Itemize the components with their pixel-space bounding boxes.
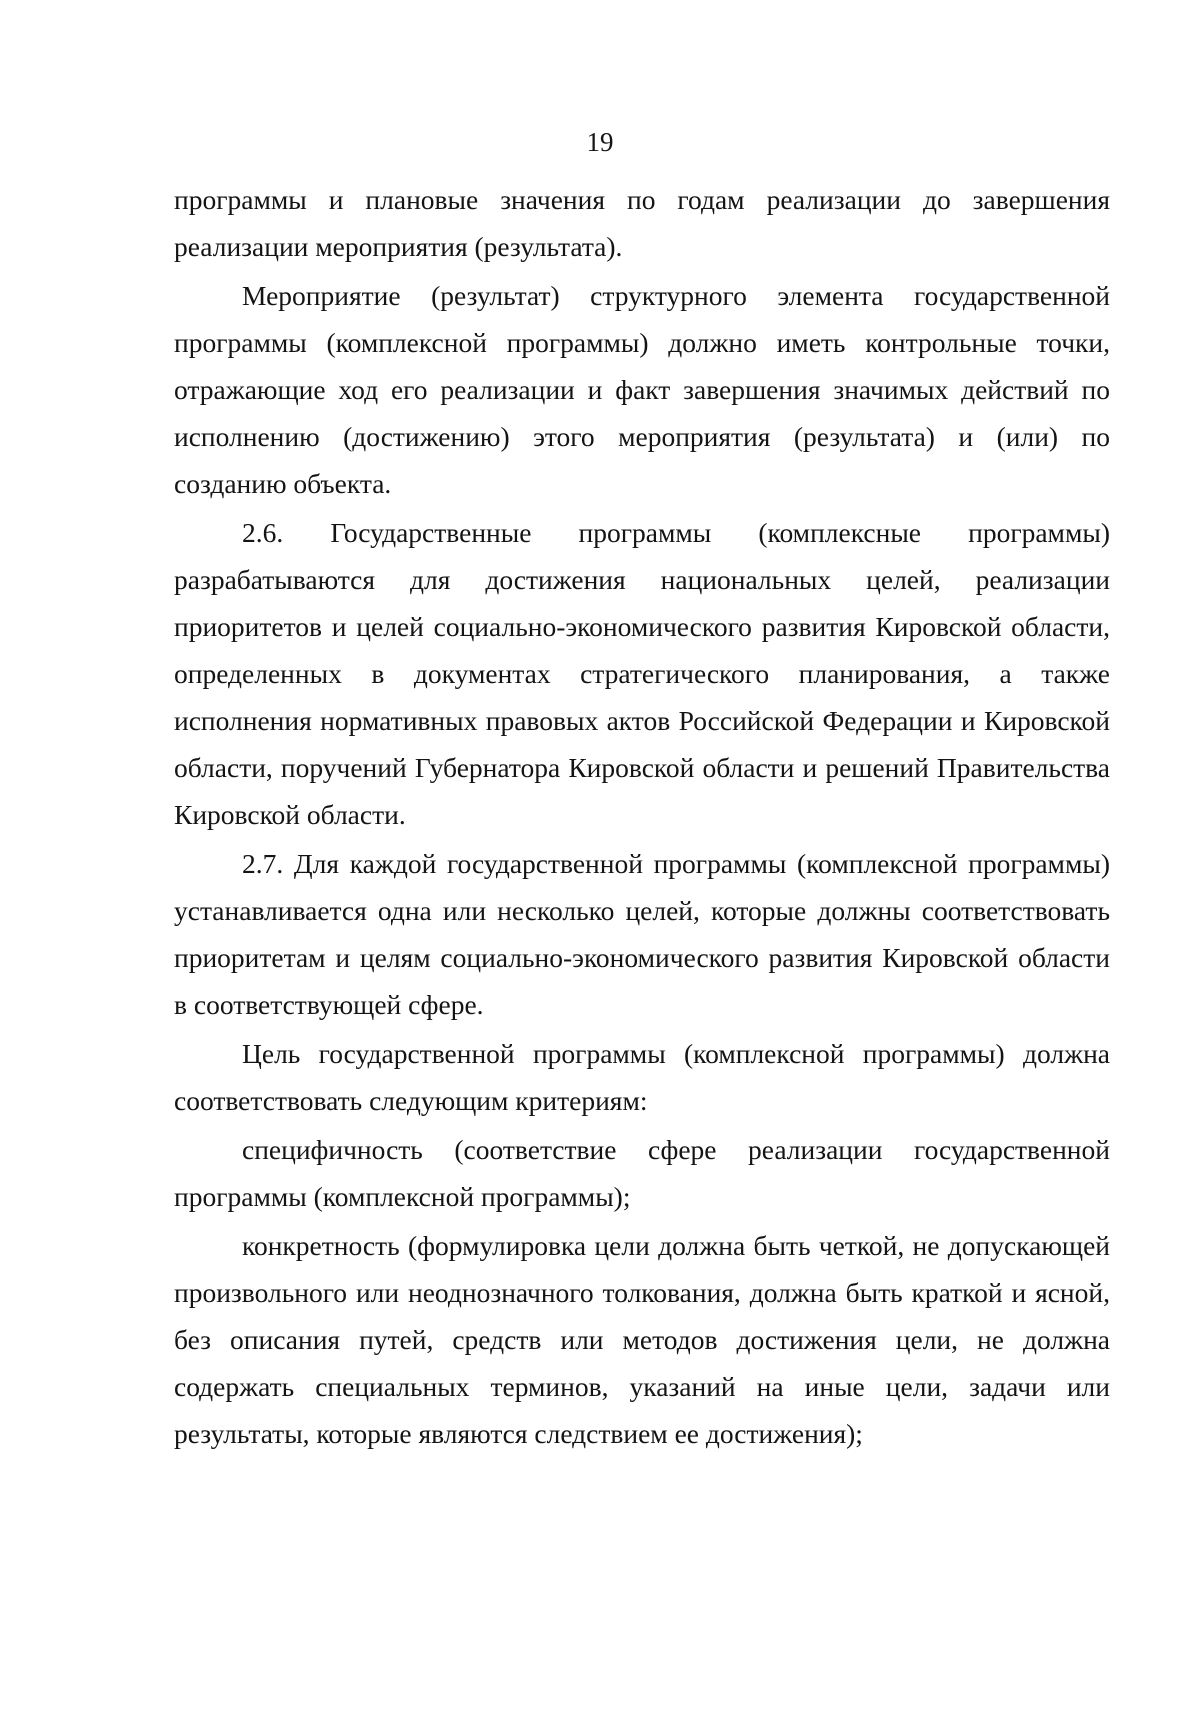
paragraph-continuation: программы и плановые значения по годам реализации до завершения реализации мероприятия (результата). [174,184,1110,262]
document-body [174,176,1110,1459]
paragraph-event-control-points: Мероприятие (результат) структурного элемента государственной программы (комплексной программы) должно иметь контрольные точки, отражающие ход его реализации и факт завершения значимых действий по исполнению (достижению) этого мероприятия (результата) и (или) по созданию объекта. [174,280,1110,499]
page-number: 19 [586,127,614,157]
paragraph-criterion-concreteness: конкретность (формулировка цели должна быть четкой, не допускающей произвольного или неоднозначного толкования, должна быть краткой и ясной, без описания путей, средств или методов достижения цели, не должна содержать специальных терминов, указаний на иные цели, задачи или результаты, которые являются следствием ее достижения); [174,1230,1110,1449]
paragraph-2-6: 2.6. Государственные программы (комплексные программы) разрабатываются для достижения национальных целей, реализации приоритетов и целей социально-экономического развития Кировской области, определенных в документах стратегического планирования, а также исполнения нормативных правовых актов Российской Федерации и Кировской области, поручений Губернатора Кировской области и решений Правительства Кировской области. [174,517,1110,830]
paragraph-criterion-specificity: специфичность (соответствие сфере реализации государственной программы (комплексной программы); [174,1134,1110,1212]
paragraph-goal-criteria: Цель государственной программы (комплексной программы) должна соответствовать следующим критериям: [174,1038,1110,1116]
paragraph-2-7: 2.7. Для каждой государственной программы (комплексной программы) устанавливается одна или несколько целей, которые должны соответствовать приоритетам и целям социально-экономического развития Кировской области в соответствующей сфере. [174,848,1110,1020]
